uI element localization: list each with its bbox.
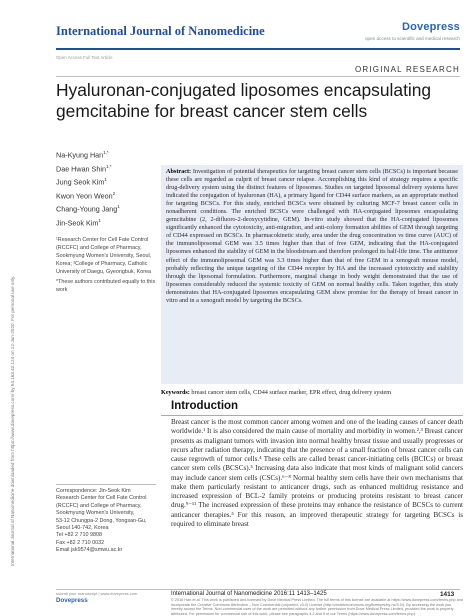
keywords-label: Keywords: <box>161 389 190 396</box>
author[interactable]: Na-Kyung Han$^{1,*}$ <box>56 150 109 160</box>
author[interactable]: Jung Seok Kim$^1$ <box>56 177 107 187</box>
correspondence-street: 53-12 Chungpa-2 Dong, Yongsan-Gu, Seoul 140-742, Korea <box>56 517 147 532</box>
correspondence-name: Correspondence: Jin-Seok Kim <box>56 488 131 494</box>
correspondence-email[interactable]: Email jsk9574@smwu.ac.kr <box>56 547 123 554</box>
footer-divider <box>56 589 460 590</box>
correspondence <box>56 488 156 555</box>
keywords <box>161 389 463 397</box>
introduction-text: Breast cancer is the most common cancer among women and one of the leading causes of cancer death worldwide.¹ It is also considered the main cause of mortality and morbidity in women.²,³ Breast cancer presents as malignant tumors with invasion into normal healthy breast tissue and usually progresses or recurs after radiation therapy, indicating that the presence of a small fraction of breast cancer cells can cause regrowth of tumor cells.⁴ These cells are called breast cancer-initiating cells (BCICs) or breast cancer stem cells (BCSCs).⁵ Increasing data also indicate that most kinds of malignant solid cancers may include cancer stem cells (CSCs).⁶⁻⁸ Normal healthy stem cells have their own mechanisms that make them particularly resistant to anticancer drugs, such as enhanced multidrug resistance and increased expression of BCL-2 family proteins or producing proteins resistant to breast cancer drug.⁹⁻¹¹ The increased expression of these proteins may enhance the resistance of BCSCs to current anticancer therapies.⁵ For this reason, an improved therapeutic strategy for targeting BCSCs is required to eliminate breast <box>171 418 463 528</box>
abstract-label: Abstract: <box>166 168 192 175</box>
correspondence-fax: Fax +82 2 710 0032 <box>56 539 105 546</box>
equal-contribution-note: *These authors contributed equally to this work <box>56 279 156 293</box>
section-divider <box>161 415 463 416</box>
copyright-notice: © 2016 Han et al. This work is published and licensed by Dove Medical Press Limited. The full terms of this license are available at https://www.dovepress.com/terms.php and incorporate the Creative Commons Attribution – Non Commercial (unported, v3.0) License (http://creativecommons.org/licenses/by-nc/3.0/). By accessing the work you hereby accept the Terms. Non-commercial uses of the work are permitted without any further permission from Dove Medical Press Limited, provided the work is properly attributed. For permission for commercial use of this work, please see paragraphs 4.2 and 5 of our Terms (https://www.dovepress.com/terms.php). <box>171 598 463 616</box>
section-heading-introduction: Introduction <box>171 400 239 412</box>
download-notice-text: International Journal of Nanomedicine downloaded from https://www.dovepress.com/ by 54.163.42.124 on 12-Jun-2020. For personal use only. <box>10 275 15 566</box>
correspondence-address: Research Center for Cell Fate Control (RCCFC) and College of Pharmacy, Sookmyung Women's University, <box>56 495 147 517</box>
author[interactable]: Kwon Yeon Weon$^2$ <box>56 190 116 201</box>
footer-citation: International Journal of Nanomedicine 2016:11 1413–1425 <box>171 591 327 597</box>
publisher-tagline: open access to scientific and medical research <box>365 36 460 41</box>
journal-title[interactable]: International Journal of Nanomedicine <box>56 24 265 38</box>
abstract <box>161 165 463 384</box>
open-access-label: Open Access Full Text Article <box>56 55 113 60</box>
author-list <box>56 147 156 229</box>
article-type: ORIGINAL RESEARCH <box>354 65 460 74</box>
abstract-text: Investigation of potential therapeutics for targeting breast cancer stem cells (BCSCs) is important because these cells are regarded as culprit of breast cancer relapse. Accomplishing this kind of strategy requires a specific drug-delivery system using the distinct features of liposomes. Studies on targeted liposomal delivery systems have indicated the conjugation of hyaluronan (HA), a primary ligand for CD44 surface markers, as an appropriate method for targeting BCSCs. For this study, enriched BCSCs were obtained by culturing MCF-7 breast cancer cells in nonadherent conditions. The enriched BCSCs were challenged with HA-conjugated liposomes encapsulating gemcitabine (2, 2-difluoro-2-deoxycytidine, GEM). In-vitro study showed that the HA-conjugated liposomes significantly enhanced the cytotoxicity, anti-migration, and anti-colony formation abilities of GEM through targeting of CD44 expressed on BCSCs. In pharmacokinetic study, area under the drug concentration vs time curve (AUC) of the immunoliposomal GEM was 3.5 times higher than that of free GEM, indicating that the HA-conjugated liposomes enhanced the stability of GEM in the bloodstream and therefore prolonged its half-life time. The antitumor effect of the immunoliposomal GEM was 3.3 times higher than that of free GEM in a xenograft mouse model, probably reflecting the unique targeting of the CD44 receptor by HA and the increased cytotoxicity and stability through the liposomal formulation. Furthermore, marginal change in body weight demonstrated that the use of liposomes considerably reduced the systemic toxicity of GEM on normal healthy cells. Taken together, this study demonstrates that HA-conjugated liposomes encapsulating GEM show promise for the therapy of breast cancer in vitro and in a xenograft model by targeting the BCSCs. <box>166 168 459 304</box>
author[interactable]: Jin-Seok Kim$^1$ <box>56 217 101 228</box>
correspondence-divider <box>56 484 156 485</box>
article-title: Hyaluronan-conjugated liposomes encapsulating gemcitabine for breast cancer stem cells <box>56 80 432 121</box>
title-divider <box>56 76 460 77</box>
affiliations <box>56 236 156 294</box>
header-divider <box>56 48 460 50</box>
page-number: 1413 <box>440 591 455 598</box>
publisher-logo[interactable]: Dovepress <box>401 21 460 33</box>
author[interactable]: Chang-Young Jang$^1$ <box>56 204 120 214</box>
correspondence-tel: Tel +82 2 710 9808 <box>56 532 103 539</box>
affiliation-text: ¹Research Center for Cell Fate Control (RCCFC) and College of Pharmacy, Sookmyung Women's University, Seoul, Korea; ²College of Pharmacy, Catholic University of Daegu, Gyeongbuk, Korea <box>56 237 152 275</box>
keywords-text: breast cancer stem cells, CD44 surface marker, EPR effect, drug delivery system <box>191 389 392 396</box>
author[interactable]: Dae Hwan Shin$^{1,*}$ <box>56 163 112 173</box>
download-notice <box>10 96 24 566</box>
footer-logo[interactable]: Dovepress <box>56 597 88 604</box>
submit-link[interactable]: submit your manuscript | www.dovepress.com <box>56 591 138 596</box>
